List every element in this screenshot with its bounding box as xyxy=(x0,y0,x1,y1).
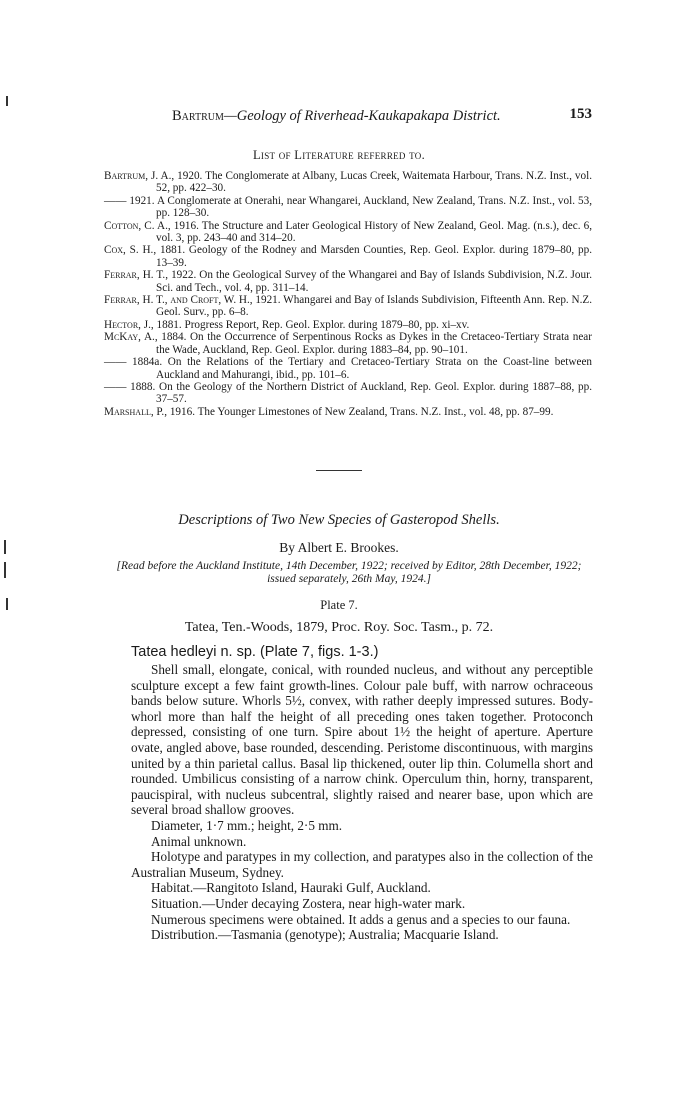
reference-entry xyxy=(104,294,592,319)
reference-entry xyxy=(104,319,592,331)
running-title xyxy=(172,108,501,125)
ref-text: 1884a. On the Relations of the Tertiary and Cretaceo-Tertiary Strata on the Coast-line between Auckland and Mahurangi, ibid., pp. 101–6. xyxy=(132,356,593,381)
section-divider xyxy=(316,470,362,471)
scan-mark xyxy=(6,96,8,106)
specimens-note: Numerous specimens were obtained. It adds a genus and a species to our fauna. xyxy=(151,911,571,927)
ref-text: 1916. The Younger Limestones of New Zealand, Trans. N.Z. Inst., vol. 48, pp. 87–99. xyxy=(169,405,554,418)
ref-author: —— xyxy=(104,356,127,369)
ref-text: 1921. A Conglomerate at Onerahi, near Whangarei, Auckland, New Zealand, Trans. N.Z. Inst., vol. 53, pp. 128–30. xyxy=(129,194,592,220)
ref-author: Marshall, P., xyxy=(104,405,168,418)
read-note: [Read before the Auckland Institute, 14th December, 1922; received by Editor, 28th December, 1922; issued separately, 26th May, 1924.] xyxy=(116,560,582,585)
reference-entry xyxy=(104,331,592,356)
header-author: Bartrum xyxy=(172,108,224,124)
page-number: 153 xyxy=(569,106,592,122)
genus-line: Tatea, Ten.-Woods, 1879, Proc. Roy. Soc. Tasm., p. 72. xyxy=(184,620,494,635)
literature-heading: List of Literature referred to. xyxy=(252,148,426,162)
species-heading: Tatea hedleyi n. sp. (Plate 7, figs. 1-3.) xyxy=(131,644,379,660)
reference-entry xyxy=(104,381,592,406)
reference-entry xyxy=(104,244,592,269)
ref-text: 1881. Progress Report, Rep. Geol. Explor. during 1879–80, pp. xi–xv. xyxy=(156,318,470,331)
ref-text: 1921. Whangarei and Bay of Islands Subdivision, Fifteenth Ann. Rep. N.Z. Geol. Surv., pp. 6–8. xyxy=(156,294,593,319)
ref-text: 1881. Geology of the Rodney and Marsden Counties, Rep. Geol. Explor. during 1879–80, pp. 13–39. xyxy=(156,244,593,269)
species-description xyxy=(131,662,593,943)
ref-author: McKay, A., xyxy=(104,331,158,344)
header-title: —Geology of Riverhead-Kaukapakapa District. xyxy=(223,108,501,124)
ref-author: —— xyxy=(104,380,127,393)
ref-author: Ferrar, H. T., and Croft, W. H., xyxy=(104,294,253,307)
ref-author: Cotton, C. A., xyxy=(104,219,171,232)
ref-text: 1916. The Structure and Later Geological History of New Zealand, Geol. Mag. (n.s.), dec. 6, vol. 3, pp. 243–40 and 314–20. xyxy=(156,219,592,245)
reference-entry xyxy=(104,269,592,294)
habitat-note: Habitat.—Rangitoto Island, Hauraki Gulf, Auckland. xyxy=(151,880,431,896)
scan-mark xyxy=(4,562,6,578)
types-note: Holotype and paratypes in my collection, and paratypes also in the collection of the Australian Museum, Sydney. xyxy=(131,849,593,880)
reference-entry xyxy=(104,406,592,418)
ref-author: Hector, J., xyxy=(104,318,154,331)
ref-text: 1884. On the Occurrence of Serpentinous Rocks as Dykes in the Cretaceo-Tertiary Strata near the Wade, Auckland, Rep. Geol. Explor. during 1883–84, pp. 90–101. xyxy=(156,331,592,356)
reference-entry xyxy=(104,220,592,245)
scan-mark xyxy=(6,598,8,610)
ref-author: Cox, S. H., xyxy=(104,244,157,257)
running-header xyxy=(172,108,592,132)
reference-entry xyxy=(104,195,592,220)
ref-author: Bartrum, J. A., xyxy=(104,170,175,182)
scan-mark xyxy=(4,540,6,554)
article-byline: By Albert E. Brookes. xyxy=(279,540,399,555)
distribution-note: Distribution.—Tasmania (genotype); Australia; Macquarie Island. xyxy=(151,927,499,943)
article-title: Descriptions of Two New Species of Gasteropod Shells. xyxy=(178,512,500,528)
ref-text: 1920. The Conglomerate at Albany, Lucas Creek, Waitemata Harbour, Trans. N.Z. Inst., vol. 52, pp. 422–30. xyxy=(156,170,593,195)
ref-text: 1922. On the Geological Survey of the Whangarei and Bay of Islands Subdivision, N.Z. Jour. Sci. and Tech., vol. 4, pp. 311–14. xyxy=(156,269,593,294)
description-paragraph: Shell small, elongate, conical, with rounded nucleus, and without any perceptible sculpture except a few faint growth-lines. Colour pale buff, with narrow ochraceous bands below suture. Whorls 5½, convex, with rather deeply impressed sutures. Body-whorl more than half the height of all preceding ones taken together. Protoconch depressed, consisting of one turn. Spire about 1½ the height of aperture. Aperture ovate, angled above, base rounded, descending. Peristome discontinuous, with margins united by a thin parietal callus. Basal lip thickened, outer lip thin. Columella short and rounded. Umbilicus consisting of a narrow chink. Operculum thin, horny, transparent, paucispiral, with nucleus subcentral, slightly raised and nearer base, upon which are several broad shallow grooves. xyxy=(131,662,593,818)
animal-note: Animal unknown. xyxy=(151,833,247,849)
reference-entry xyxy=(104,356,592,381)
plate-label: Plate 7. xyxy=(320,598,358,612)
measurements: Diameter, 1·7 mm.; height, 2·5 mm. xyxy=(151,817,343,833)
ref-author: —— xyxy=(104,194,127,207)
ref-text: 1888. On the Geology of the Northern District of Auckland, Rep. Geol. Explor. during 1887–88, pp. 37–57. xyxy=(130,380,593,406)
reference-list xyxy=(104,170,592,418)
situation-note: Situation.—Under decaying Zostera, near high-water mark. xyxy=(151,895,466,911)
reference-entry xyxy=(104,170,592,195)
ref-author: Ferrar, H. T., xyxy=(104,269,169,282)
